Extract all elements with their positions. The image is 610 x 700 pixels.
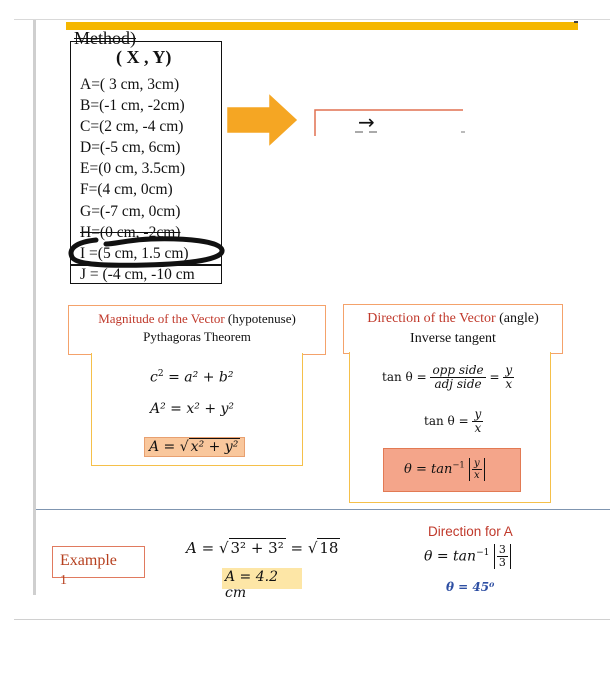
vector-notation-box [313, 108, 465, 138]
example-direction-result: θ = 45⁰ [446, 580, 495, 594]
formula-lhs: A = [149, 439, 180, 455]
coordinate-row: F=(4 cm, 0cm) [80, 181, 173, 199]
direction-header [343, 304, 563, 354]
direction-subtitle: Inverse tangent [410, 331, 496, 346]
fraction-denominator: 3 [498, 556, 506, 570]
fraction-numerator: y [473, 458, 480, 469]
direction-example-title: Direction for A [428, 524, 513, 539]
right-arrow-icon [226, 94, 298, 146]
fraction-numerator: y [505, 363, 513, 377]
coordinate-row: H=(0 cm, -2cm) [80, 223, 181, 241]
title-accent-bar [66, 22, 578, 30]
formula-radicand: x² + y² [190, 439, 239, 455]
magnitude-title-suffix: (hypotenuse) [224, 311, 296, 326]
formula-rhs: a² + b² [184, 369, 234, 386]
coordinate-row: B=(-1 cm, -2cm) [80, 97, 185, 115]
magnitude-formula-box [91, 353, 303, 466]
page-top [0, 0, 610, 20]
formula-exponent: −1 [452, 459, 465, 470]
magnitude-header [68, 305, 326, 355]
formula-lhs: θ = tan [424, 548, 477, 565]
tangent-ratio-formula: tan θ = $\frac{\text{opp side}}{\text{adj side}}$ = $\frac{y}{x}$ [382, 363, 513, 392]
equals-sign: = [285, 539, 308, 557]
direction-result-box [383, 448, 521, 492]
fraction-denominator: x [474, 421, 482, 436]
inverse-tangent-formula [404, 458, 485, 481]
direction-title: Direction of the Vector [367, 311, 496, 326]
vector-magnitude-squared-formula: A² = x² + y² [150, 401, 235, 417]
formula-lhs: c [150, 369, 158, 386]
example-number: 1 [60, 573, 67, 588]
section-divider [36, 509, 610, 510]
formula-radicand: 18 [319, 539, 339, 557]
example-magnitude-result [222, 568, 302, 601]
fraction-denominator: x [473, 470, 480, 481]
coordinate-row: A=( 3 cm, 3cm) [80, 76, 180, 93]
coordinate-row: D=(-5 cm, 6cm) [80, 139, 181, 157]
coordinate-row: C=(2 cm, -4 cm) [80, 118, 184, 136]
example-label: Example [60, 552, 117, 569]
coordinate-row: I =(5 cm, 1.5 cm) [80, 244, 189, 262]
formula-lhs: θ = tan [404, 462, 453, 477]
formula-exponent: −1 [476, 547, 490, 558]
fraction-numerator: opp side [432, 363, 484, 377]
result-text: A = 4.2 cm [225, 569, 279, 601]
formula-lhs: A² [150, 401, 166, 417]
example-magnitude-formula: A = √ 3² + 3² = √ 18 [186, 539, 339, 557]
fraction-denominator: x [505, 377, 513, 392]
top-divider [14, 19, 610, 20]
tan-label: tan θ [424, 414, 455, 429]
direction-title-suffix: (angle) [495, 311, 539, 326]
magnitude-subtitle: Pythagoras Theorem [143, 329, 251, 344]
tan-label: tan θ [382, 370, 413, 385]
fraction-numerator: y [474, 407, 482, 421]
example-direction-formula [424, 544, 511, 569]
hand-drawn-circle-icon [66, 235, 226, 269]
coordinate-row: E=(0 cm, 3.5cm) [80, 160, 186, 178]
tangent-yx-formula: tan θ = $\frac{y}{x}$ [424, 407, 482, 436]
method-title: Method) [74, 28, 136, 48]
accent-bar-tick [574, 21, 578, 23]
formula-radicand: 3² + 3² [230, 539, 284, 557]
bottom-divider [14, 619, 610, 620]
coordinate-row: G=(-7 cm, 0cm) [80, 202, 181, 220]
pythagoras-formula: $c^2 = a^2 + b^2$ [150, 369, 234, 386]
magnitude-title: Magnitude of the Vector [98, 311, 225, 326]
method-header: ( X , Y) [116, 47, 172, 67]
coordinate-row: J = (-4 cm, -10 cm [80, 265, 195, 283]
magnitude-result-formula: A = √ x² + y² [144, 437, 245, 457]
fraction-numerator: 3 [498, 543, 506, 556]
vector-arrow-symbol: → [358, 110, 375, 134]
formula-lhs: A = [186, 539, 219, 557]
formula-rhs: x² + y² [186, 401, 235, 417]
fraction-denominator: adj side [434, 377, 482, 392]
